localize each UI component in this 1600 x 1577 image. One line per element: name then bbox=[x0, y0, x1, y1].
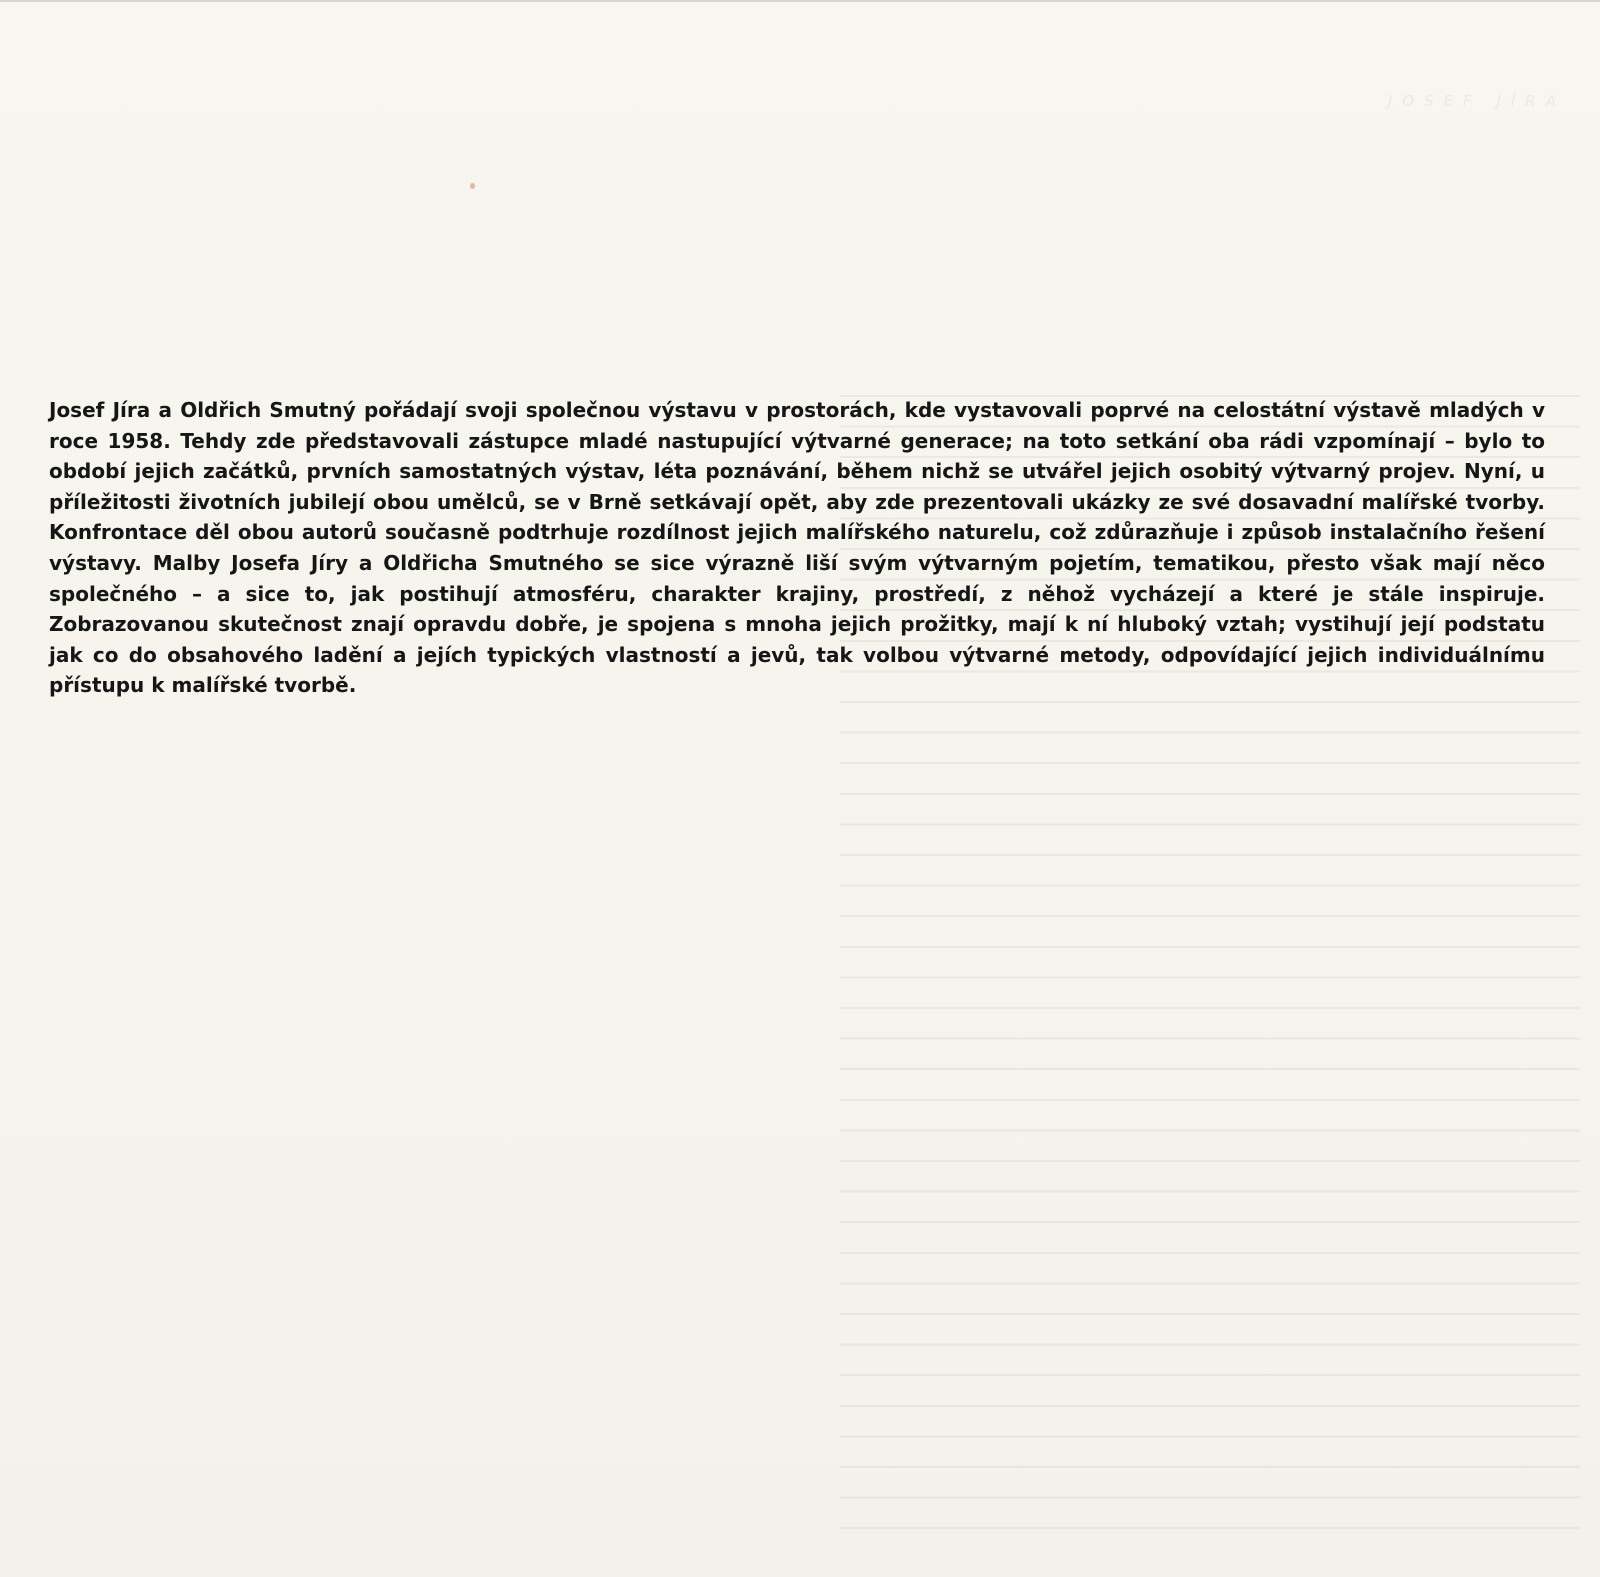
running-header: JOSEF JÍRA bbox=[1387, 92, 1566, 110]
page-top-edge bbox=[0, 0, 1600, 2]
paper-speck bbox=[470, 183, 475, 189]
intro-paragraph: Josef Jíra a Oldřich Smutný pořádají svoji společnou výstavu v prostorách, kde vystavovali poprvé na celostátní výstavě mladých v roce 1958. Tehdy zde představovali zástupce mladé nastupující výtvarné generace; na toto setkání oba rádi vzpomínají – bylo to období jejich začátků, prvních samostatných výstav, léta poznávání, během nichž se utvářel jejich osobitý výtvarný projev. Nyní, u příležitosti životních jubilejí obou umělců, se v Brně setkávají opět, aby zde prezentovali ukázky ze své dosavadní malířské tvorby. Konfrontace děl obou autorů současně podtrhuje rozdílnost jejich malířského naturelu, což zdůrazňuje i způsob instalačního řešení výstavy. Malby Josefa Jíry a Oldřicha Smutného se sice výrazně liší svým výtvarným pojetím, tematikou, přesto však mají něco společného – a sice to, jak postihují atmosféru, charakter krajiny, prostředí, z něhož vycházejí a které je stále inspiruje. Zobrazovanou skutečnost znají opravdu dobře, je spojena s mnoha jejich prožitky, mají k ní hluboký vztah; vystihují její podstatu jak co do obsahového ladění a jejích typických vlastností a jevů, tak volbou výtvarné metody, odpovídající jejich individuálnímu přístupu k malířské tvorbě. bbox=[49, 398, 1545, 698]
